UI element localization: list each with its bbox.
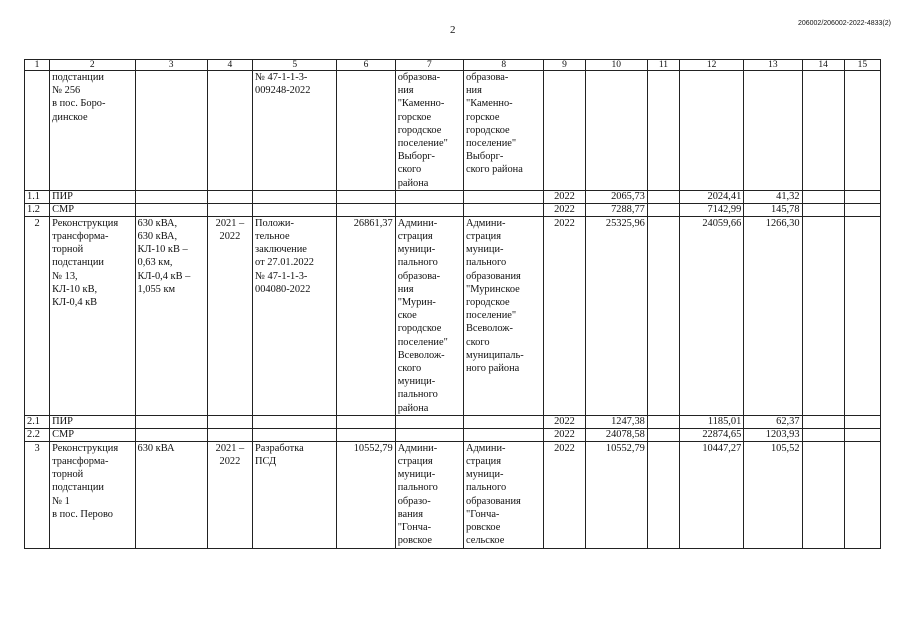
table-cell-col-8: Админи- страция муници- пального образования "Муринское городское поселение" Всеволож- ского муниципаль- ного района: [464, 216, 544, 415]
table-cell-col-10: 25325,96: [585, 216, 647, 415]
column-number-14: 14: [802, 60, 844, 71]
table-cell-col-4: [207, 428, 252, 441]
table-cell-col-15: [844, 415, 880, 428]
column-number-7: 7: [395, 60, 463, 71]
column-number-12: 12: [679, 60, 743, 71]
table-cell-col-1: 1.2: [25, 203, 50, 216]
table-cell-col-1: [25, 71, 50, 191]
table-cell-col-8: [464, 203, 544, 216]
table-cell-col-12: 22874,65: [679, 428, 743, 441]
table-cell-col-4: 2021 – 2022: [207, 441, 252, 548]
column-number-5: 5: [253, 60, 337, 71]
table-cell-col-1: 2.2: [25, 428, 50, 441]
table-cell-col-7: Админи- страция муници- пального образо- вания "Гонча- ровское: [395, 441, 463, 548]
table-cell-col-11: [647, 203, 679, 216]
investment-program-table: [24, 59, 881, 549]
table-cell-col-15: [844, 441, 880, 548]
table-cell-col-11: [647, 415, 679, 428]
table-cell-col-4: [207, 415, 252, 428]
column-number-15: 15: [844, 60, 880, 71]
table-cell-col-2: СМР: [50, 203, 135, 216]
table-cell-col-3: [135, 71, 207, 191]
table-cell-col-5: Положи- тельное заключение от 27.01.2022 № 47-1-1-3- 004080-2022: [253, 216, 337, 415]
table-cell-col-15: [844, 71, 880, 191]
table-cell-col-6: [337, 190, 395, 203]
page-number: 2: [450, 24, 456, 36]
table-cell-col-9: [544, 71, 585, 191]
table-cell-col-14: [802, 441, 844, 548]
column-number-2: 2: [50, 60, 135, 71]
table-cell-col-14: [802, 415, 844, 428]
table-cell-col-12: 1185,01: [679, 415, 743, 428]
table-cell-col-15: [844, 203, 880, 216]
column-number-3: 3: [135, 60, 207, 71]
column-number-9: 9: [544, 60, 585, 71]
table-cell-col-13: 1203,93: [744, 428, 802, 441]
table-cell-col-9: 2022: [544, 190, 585, 203]
table-cell-col-4: [207, 190, 252, 203]
table-cell-col-4: [207, 71, 252, 191]
column-number-6: 6: [337, 60, 395, 71]
table-cell-col-3: 630 кВА: [135, 441, 207, 548]
table-cell-col-11: [647, 428, 679, 441]
column-number-header-row: [25, 60, 881, 71]
table-cell-col-7: Админи- страция муници- пального образова- ния "Мурин- ское городское поселение" Всеволож- ского муници- пального района: [395, 216, 463, 415]
table-cell-col-9: 2022: [544, 216, 585, 415]
table-cell-col-2: ПИР: [50, 190, 135, 203]
column-number-13: 13: [744, 60, 802, 71]
table-cell-col-9: 2022: [544, 428, 585, 441]
table-cell-col-5: № 47-1-1-3- 009248-2022: [253, 71, 337, 191]
table-cell-col-8: [464, 190, 544, 203]
table-cell-col-9: 2022: [544, 415, 585, 428]
table-cell-col-3: [135, 203, 207, 216]
column-number-8: 8: [464, 60, 544, 71]
table-cell-col-9: 2022: [544, 441, 585, 548]
table-cell-col-15: [844, 216, 880, 415]
table-cell-col-1: 2.1: [25, 415, 50, 428]
table-cell-col-12: [679, 71, 743, 191]
table-cell-col-13: 41,32: [744, 190, 802, 203]
table-cell-col-10: 1247,38: [585, 415, 647, 428]
table-cell-col-14: [802, 71, 844, 191]
table-cell-col-10: 7288,77: [585, 203, 647, 216]
table-cell-col-6: 26861,37: [337, 216, 395, 415]
table-cell-col-2: ПИР: [50, 415, 135, 428]
document-id: 206002/206002-2022-4833(2): [797, 20, 891, 27]
table-cell-col-4: 2021 – 2022: [207, 216, 252, 415]
table-cell-col-14: [802, 428, 844, 441]
table-cell-col-4: [207, 203, 252, 216]
table-cell-col-14: [802, 203, 844, 216]
table-cell-col-8: Админи- страция муници- пального образования "Гонча- ровское сельское: [464, 441, 544, 548]
column-number-4: 4: [207, 60, 252, 71]
table-cell-col-13: 105,52: [744, 441, 802, 548]
table-cell-col-11: [647, 441, 679, 548]
table-cell-col-1: 3: [25, 441, 50, 548]
table-cell-col-5: [253, 415, 337, 428]
table-cell-col-6: [337, 415, 395, 428]
table-cell-col-12: 10447,27: [679, 441, 743, 548]
table-cell-col-2: подстанции № 256 в пос. Боро- динское: [50, 71, 135, 191]
table-cell-col-2: СМР: [50, 428, 135, 441]
table-cell-col-3: [135, 190, 207, 203]
table-row: [25, 71, 881, 191]
table-row: [25, 203, 881, 216]
table-cell-col-3: [135, 415, 207, 428]
table-cell-col-3: 630 кВА, 630 кВА, КЛ-10 кВ – 0,63 км, КЛ-0,4 кВ – 1,055 км: [135, 216, 207, 415]
table-cell-col-12: 2024,41: [679, 190, 743, 203]
table-cell-col-7: [395, 203, 463, 216]
table-cell-col-5: [253, 203, 337, 216]
table-cell-col-10: 2065,73: [585, 190, 647, 203]
table-cell-col-13: [744, 71, 802, 191]
table-cell-col-7: образова- ния "Каменно- горское городское поселение" Выборг- ского района: [395, 71, 463, 191]
table-cell-col-13: 1266,30: [744, 216, 802, 415]
table-cell-col-15: [844, 428, 880, 441]
table-cell-col-8: [464, 428, 544, 441]
table-cell-col-5: [253, 190, 337, 203]
table-cell-col-1: 1.1: [25, 190, 50, 203]
table-cell-col-8: [464, 415, 544, 428]
table-cell-col-6: [337, 71, 395, 191]
table-cell-col-6: 10552,79: [337, 441, 395, 548]
table-cell-col-9: 2022: [544, 203, 585, 216]
column-number-11: 11: [647, 60, 679, 71]
table-cell-col-10: 24078,58: [585, 428, 647, 441]
table-cell-col-10: 10552,79: [585, 441, 647, 548]
table-cell-col-12: 7142,99: [679, 203, 743, 216]
table-cell-col-7: [395, 190, 463, 203]
table-cell-col-3: [135, 428, 207, 441]
table-row: [25, 415, 881, 428]
table-cell-col-2: Реконструкция трансформа- торной подстанции № 13, КЛ-10 кВ, КЛ-0,4 кВ: [50, 216, 135, 415]
table-cell-col-11: [647, 190, 679, 203]
column-number-1: 1: [25, 60, 50, 71]
table-cell-col-5: [253, 428, 337, 441]
table-cell-col-12: 24059,66: [679, 216, 743, 415]
table-cell-col-1: 2: [25, 216, 50, 415]
table-cell-col-7: [395, 415, 463, 428]
table-cell-col-11: [647, 216, 679, 415]
table-cell-col-5: Разработка ПСД: [253, 441, 337, 548]
table-cell-col-8: образова- ния "Каменно- горское городское поселение" Выборг- ского района: [464, 71, 544, 191]
table-cell-col-11: [647, 71, 679, 191]
table-cell-col-7: [395, 428, 463, 441]
table-cell-col-13: 62,37: [744, 415, 802, 428]
table-row: [25, 216, 881, 415]
table-cell-col-14: [802, 190, 844, 203]
table-cell-col-15: [844, 190, 880, 203]
table-cell-col-13: 145,78: [744, 203, 802, 216]
column-number-10: 10: [585, 60, 647, 71]
table-cell-col-2: Реконструкция трансформа- торной подстанции № 1 в пос. Перово: [50, 441, 135, 548]
table-row: [25, 190, 881, 203]
table-cell-col-10: [585, 71, 647, 191]
table-cell-col-6: [337, 428, 395, 441]
table-row: [25, 441, 881, 548]
table-cell-col-14: [802, 216, 844, 415]
table-cell-col-6: [337, 203, 395, 216]
table-row: [25, 428, 881, 441]
